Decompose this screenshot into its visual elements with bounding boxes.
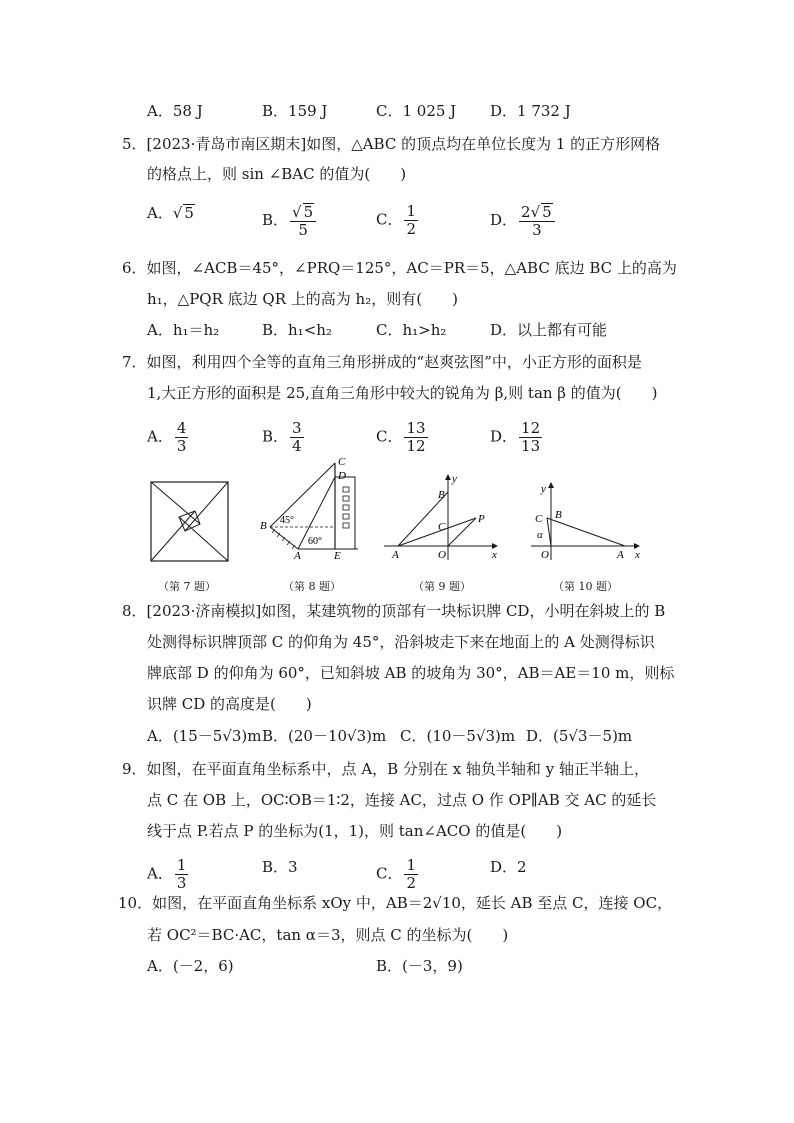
fig8-angle-60: 60° [308,536,322,547]
q9-text-line1: 9．如图，在平面直角坐标系中，点 A，B 分别在 x 轴负半轴和 y 轴正半轴上， [122,760,649,778]
q4-option-a: A．58 J [147,102,203,120]
q7-text-line2: 1,大正方形的面积是 25,直角三角形中较大的锐角为 β,则 tan β 的值为( ) [147,384,658,402]
q8-option-b: B．(20－10√3)m [262,727,387,745]
q6-option-c: C．h₁>h₂ [376,321,447,339]
q9-option-b: B．3 [262,858,298,876]
q8-option-d: D．(5√3－5)m [526,727,633,745]
fig8-window [343,505,349,510]
fig8-label-d: D [338,470,346,482]
q9-text-line3: 线于点 P.若点 P 的坐标为(1，1)，则 tan∠ACO 的值是( ) [147,822,563,840]
q7-option-b: B． $\frac{3}{4}$ [262,419,302,455]
q7-option-a: A． $\frac{4}{3}$ [147,419,187,455]
fig8-window [343,487,349,492]
fig9-label-b: B [438,489,445,501]
figure-9-caption: （第 9 题） [413,580,471,593]
q7-option-c: C． $\frac{13}{12}$ [376,419,426,455]
q7-option-d: D． $\frac{12}{13}$ [490,419,541,455]
q8-text-line4: 识牌 CD 的高度是( ) [147,695,312,713]
fig9-label-x: x [492,549,497,561]
fig8-window [343,496,349,501]
fig8-building [335,477,355,549]
q10-option-a: A．(－2，6) [147,957,234,975]
fig7-line-1 [151,482,200,524]
fig8-angle-45: 45° [280,515,294,526]
figure-9-coordinate-diagram [380,470,505,562]
fig10-label-b: B [555,509,562,521]
fig9-line-ap [398,518,476,546]
fig10-label-alpha: α [537,529,543,541]
fig8-label-c: C [338,456,346,468]
fig9-line-op [448,518,476,546]
q10-text-line1: 10．如图，在平面直角坐标系 xOy 中，AB＝2√10，延长 AB 至点 C，连接 OC， [118,894,673,912]
q4-option-b: B．159 J [262,102,328,120]
fig7-line-3 [179,517,228,561]
q5-text-line1: 5．[2023·青岛市南区期末]如图，△ABC 的顶点均在单位长度为 1 的正方形网格 [122,135,661,153]
fig10-label-x: x [635,549,640,561]
fig10-label-y: y [541,483,546,495]
q9-option-a: A． $\frac{1}{3}$ [147,856,187,892]
fig7-line-2 [185,482,228,531]
q6-text-line2: h₁，△PQR 底边 QR 上的高为 h₂，则有( ) [147,290,458,308]
q8-option-c: C．(10－5√3)m [400,727,516,745]
fig9-label-c: C [438,521,446,533]
fig8-window [343,514,349,519]
figure-7-zhao-shuang-diagram [150,481,230,563]
q8-text-line1: 8．[2023·济南模拟]如图，某建筑物的顶部有一块标识牌 CD，小明在斜坡上的 B [122,602,666,620]
fig9-label-a: A [392,549,399,561]
fig10-label-c: C [535,513,543,525]
fig9-label-o: O [438,549,446,561]
q4-option-d: D．1 732 J [490,102,571,120]
fig10-label-o: O [541,549,549,561]
q6-option-d: D．以上都有可能 [490,321,608,339]
fig10-y-arrow [548,482,554,488]
fig9-y-arrow [445,474,451,480]
q8-option-a: A．(15－5√3)m [147,727,262,745]
fig10-label-a: A [617,549,624,561]
q9-text-line2: 点 C 在 OB 上，OC∶OB＝1∶2，连接 AC，过点 O 作 OP∥AB 交 AC 的延长 [147,791,657,809]
figure-7-caption: （第 7 题） [158,580,216,593]
q9-option-c: C． $\frac{1}{2}$ [376,856,417,892]
fig9-label-y: y [452,473,457,485]
q6-text-line1: 6．如图，∠ACB＝45°，∠PRQ＝125°，AC＝PR＝5，△ABC 底边 BC 上的高为 [122,259,677,277]
fig10-line-co [547,518,551,546]
fig10-line-ca [547,518,625,546]
q6-option-a: A．h₁＝h₂ [147,321,220,339]
figure-8-building-diagram [258,455,368,560]
q8-text-line3: 牌底部 D 的仰角为 60°，已知斜坡 AB 的坡角为 30°，AB＝AE＝10 m，则标 [147,664,675,682]
q9-option-d: D．2 [490,858,527,876]
q6-option-b: B．h₁<h₂ [262,321,332,339]
q8-text-line2: 处测得标识牌顶部 C 的仰角为 45°，沿斜坡走下来在地面上的 A 处测得标识 [147,633,655,651]
q10-text-line2: 若 OC²＝BC·AC，tan α＝3，则点 C 的坐标为( ) [147,926,509,944]
q7-text-line1: 7．如图，利用四个全等的直角三角形拼成的“赵爽弦图”中，小正方形的面积是 [122,353,642,371]
fig7-line-4 [151,511,195,561]
q10-option-b: B．(－3，9) [376,957,463,975]
q5-option-b: B． $\frac{√ 5}{5}$ [262,203,318,239]
figure-8-caption: （第 8 题） [283,580,341,593]
q5-text-line2: 的格点上，则 sin ∠BAC 的值为( ) [147,165,407,183]
fig8-label-b: B [260,520,267,532]
fig8-label-e: E [334,550,341,560]
q4-option-c: C．1 025 J [376,102,457,120]
q5-option-c: C． $\frac{1}{2}$ [376,202,417,238]
q5-option-d: D． $\frac{2√ 5}{3}$ [490,203,557,239]
fig8-label-a: A [294,550,301,560]
figure-10-coordinate-diagram [527,476,647,562]
fig7-outer-square [151,482,228,561]
fig8-window [343,523,349,528]
q5-option-a: A．√ 5 [147,204,194,222]
fig9-label-p: P [478,513,485,525]
fig8-slope-hatching [272,529,295,549]
figure-10-caption: （第 10 题） [553,580,618,593]
